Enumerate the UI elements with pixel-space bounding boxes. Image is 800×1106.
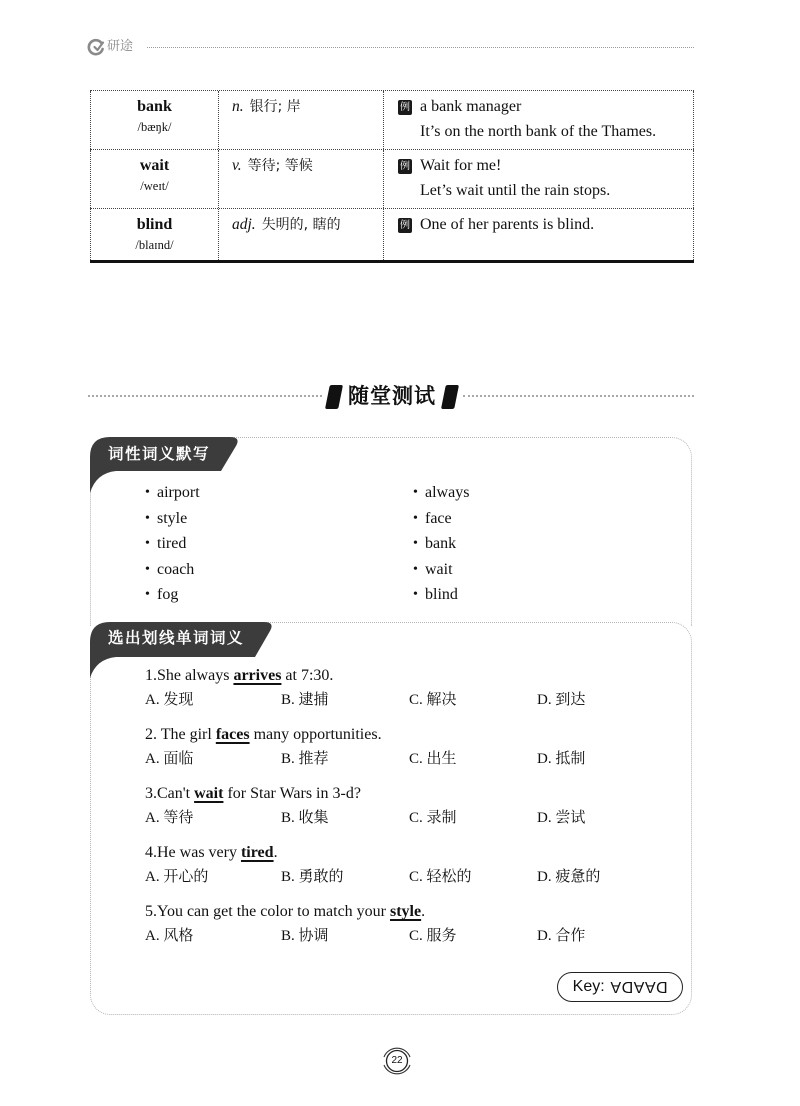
list-item: • blind [413, 582, 469, 608]
sentence-text: many opportunities. [249, 726, 382, 743]
vocab-row [90, 149, 694, 208]
option-b: B. 推荐 [281, 751, 329, 767]
example-badge: 例 [400, 102, 410, 113]
option-b: B. 协调 [281, 928, 329, 944]
example-sentence: Wait for me! [420, 157, 502, 174]
list-item: • airport [145, 480, 200, 506]
exercise-2-title: 选出划线单词词义 [108, 629, 245, 647]
underlined-word: tired [240, 844, 274, 861]
title-bar-left-icon [324, 384, 344, 410]
phonetic: /bæŋk/ [137, 119, 172, 134]
question [145, 899, 685, 958]
example-cell [383, 209, 694, 260]
option-b: B. 逮捕 [281, 692, 329, 708]
question [145, 840, 685, 899]
question [145, 722, 685, 781]
question-sentence [145, 663, 685, 688]
list-item: • coach [145, 557, 200, 583]
sentence-text: . [421, 903, 426, 920]
word-list-left [145, 480, 200, 608]
sentence-text: 3.Can't [145, 785, 195, 802]
part-of-speech: n. [232, 97, 244, 115]
vocabulary-table [90, 90, 694, 265]
option-c: C. 出生 [409, 751, 457, 767]
logo-swirl-icon [87, 38, 105, 56]
question [145, 663, 685, 722]
example-badge: 例 [400, 161, 410, 172]
headword: wait [139, 156, 170, 174]
list-item: • style [145, 506, 200, 532]
headword: bank [137, 97, 172, 115]
word-cell [90, 150, 218, 208]
example-sentence: a bank manager [420, 98, 522, 115]
title-bar-right-icon [440, 384, 460, 410]
example-sentence: One of her parents is blind. [420, 216, 595, 233]
answer-key [557, 972, 683, 1002]
sentence-text: for Star Wars in 3-d? [223, 785, 361, 802]
option-d: D. 疲惫的 [537, 869, 601, 885]
example-sentence: It’s on the north bank of the Thames. [420, 123, 657, 140]
answer-key-label: Key: [572, 978, 605, 995]
sentence-text: 2. The girl [145, 726, 216, 743]
question-list [145, 663, 685, 963]
meaning-cell [218, 150, 383, 208]
example-cell [383, 150, 694, 208]
option-d: D. 抵制 [537, 751, 586, 767]
underlined-word: style [390, 903, 422, 920]
option-a: A. 风格 [145, 928, 194, 944]
part-of-speech: adj. [232, 215, 256, 233]
list-item: • tired [145, 531, 200, 557]
option-a: A. 发现 [145, 692, 194, 708]
option-c: C. 解决 [409, 692, 457, 708]
list-item: • face [413, 506, 469, 532]
section-dotted-rule-left [88, 395, 322, 397]
question-sentence [145, 899, 685, 924]
meaning-cell [218, 209, 383, 260]
sentence-text: . [273, 844, 278, 861]
option-c: C. 轻松的 [409, 869, 472, 885]
word-list-right [413, 480, 469, 608]
list-item: • bank [413, 531, 469, 557]
word-cell [90, 209, 218, 260]
sentence-text: at 7:30. [281, 667, 334, 684]
underlined-word: arrives [233, 667, 282, 684]
option-a: A. 等待 [145, 810, 194, 826]
option-d: D. 尝试 [537, 810, 586, 826]
option-c: C. 服务 [409, 928, 457, 944]
answer-key-answers: DAADA [609, 978, 668, 995]
part-of-speech: v. [232, 156, 242, 174]
question-sentence [145, 781, 685, 806]
chinese-meaning: 失明的, 瞎的 [261, 216, 341, 233]
sentence-text: 5.You can get the color to match your [145, 903, 390, 920]
sentence-text: 1.She always [145, 667, 234, 684]
list-item: • always [413, 480, 469, 506]
option-a: A. 面临 [145, 751, 194, 767]
meaning-cell [218, 91, 383, 149]
question-sentence [145, 722, 685, 747]
question-options [145, 865, 685, 890]
question-options [145, 747, 685, 772]
chinese-meaning: 等待; 等候 [247, 157, 313, 174]
example-cell [383, 91, 694, 149]
list-item: • wait [413, 557, 469, 583]
option-b: B. 收集 [281, 810, 329, 826]
question-options [145, 924, 685, 949]
list-item: • fog [145, 582, 200, 608]
example-badge: 例 [400, 220, 410, 231]
question-options [145, 806, 685, 831]
option-b: B. 勇敢的 [281, 869, 344, 885]
exercise-1-title: 词性词义默写 [108, 445, 211, 463]
page-number: 22 [391, 1055, 403, 1066]
example-sentence: Let’s wait until the rain stops. [420, 182, 611, 199]
phonetic: /weɪt/ [140, 178, 169, 193]
option-a: A. 开心的 [145, 869, 209, 885]
underlined-word: wait [194, 785, 224, 802]
brand-name: 研途 [107, 39, 134, 54]
headword: blind [136, 215, 173, 233]
option-c: C. 录制 [409, 810, 457, 826]
question [145, 781, 685, 840]
word-list [145, 480, 685, 610]
chinese-meaning: 银行; 岸 [249, 98, 301, 115]
question-sentence [145, 840, 685, 865]
vocab-row [90, 208, 694, 263]
vocab-row [90, 90, 694, 149]
phonetic: /blaɪnd/ [135, 237, 174, 252]
option-d: D. 合作 [537, 928, 586, 944]
underlined-word: faces [215, 726, 250, 743]
section-dotted-rule-right [463, 395, 694, 397]
word-cell [90, 91, 218, 149]
sentence-text: 4.He was very [145, 844, 241, 861]
header-dotted-rule [147, 47, 694, 48]
section-title: 随堂测试 [348, 384, 436, 408]
question-options [145, 688, 685, 713]
option-d: D. 到达 [537, 692, 586, 708]
